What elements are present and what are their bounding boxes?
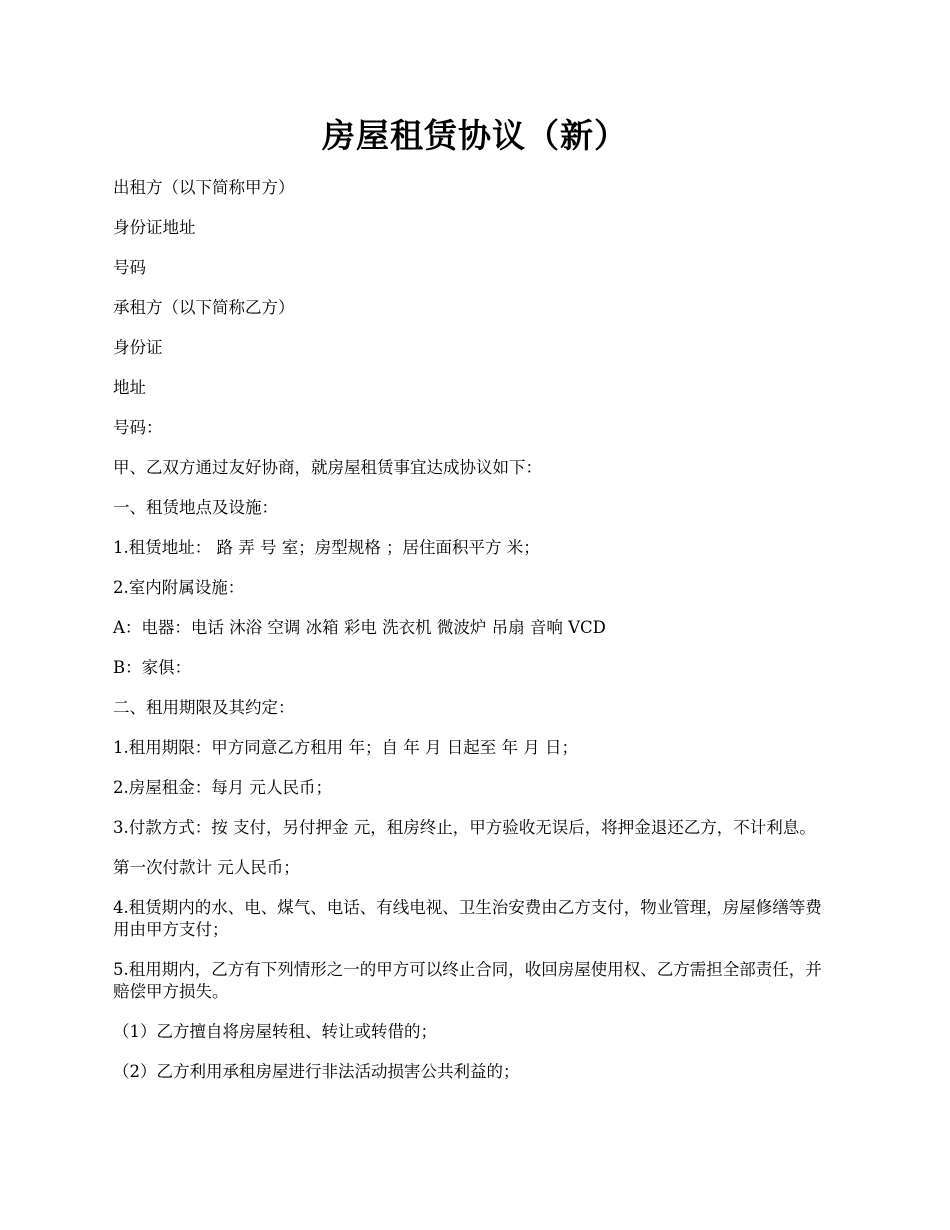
paragraph-payment-method: 3.付款方式：按 支付，另付押金 元，租房终止，甲方验收无误后，将押金退还乙方，不计利息。 [113,818,816,837]
document-body [113,177,838,1101]
paragraph-lessor-id-address: 身份证地址 [113,218,196,237]
paragraph-lease-term: 1.租用期限：甲方同意乙方租用 年；自 年 月 日起至 年 月 日； [113,738,578,757]
paragraph-termination-item-2: （2）乙方利用承租房屋进行非法活动损害公共利益的； [113,1062,520,1081]
paragraph-lease-address: 1.租赁地址： 路 弄 号 室；房型规格 ；居住面积平方 米； [113,538,540,557]
paragraph-facilities: 2.室内附属设施： [113,578,245,597]
section-heading-term: 二、租用期限及其约定： [113,698,295,717]
paragraph-termination: 5.租用期内，乙方有下列情形之一的甲方可以终止合同，收回房屋使用权、乙方需担全部责任，并赔偿甲方损失。 [113,960,822,1001]
paragraph-lessor: 出租方（以下简称甲方） [113,178,295,197]
paragraph-first-payment: 第一次付款计 元人民币； [113,858,300,877]
section-heading-location: 一、租赁地点及设施： [113,498,278,517]
paragraph-termination-item-1: （1）乙方擅自将房屋转租、转让或转借的； [113,1022,437,1041]
paragraph-furniture: B：家俱： [113,658,192,677]
paragraph-lessee-number: 号码： [113,418,163,437]
paragraph-lessee-address: 地址 [113,378,146,397]
paragraph-appliances: A：电器：电话 沐浴 空调 冰箱 彩电 洗衣机 微波炉 吊扇 音响 VCD [113,618,606,637]
paragraph-lessee-id: 身份证 [113,338,163,357]
paragraph-lessor-number: 号码 [113,258,146,277]
paragraph-rent: 2.房屋租金：每月 元人民币； [113,778,332,797]
paragraph-utilities: 4.租赁期内的水、电、煤气、电话、有线电视、卫生治安费由乙方支付，物业管理，房屋修缮等费用由甲方支付； [113,898,822,939]
paragraph-lessee: 承租方（以下简称乙方） [113,298,295,317]
document-title: 房屋租赁协议（新） [322,116,628,155]
paragraph-agreement-intro: 甲、乙双方通过友好协商，就房屋租赁事宜达成协议如下： [113,458,542,477]
